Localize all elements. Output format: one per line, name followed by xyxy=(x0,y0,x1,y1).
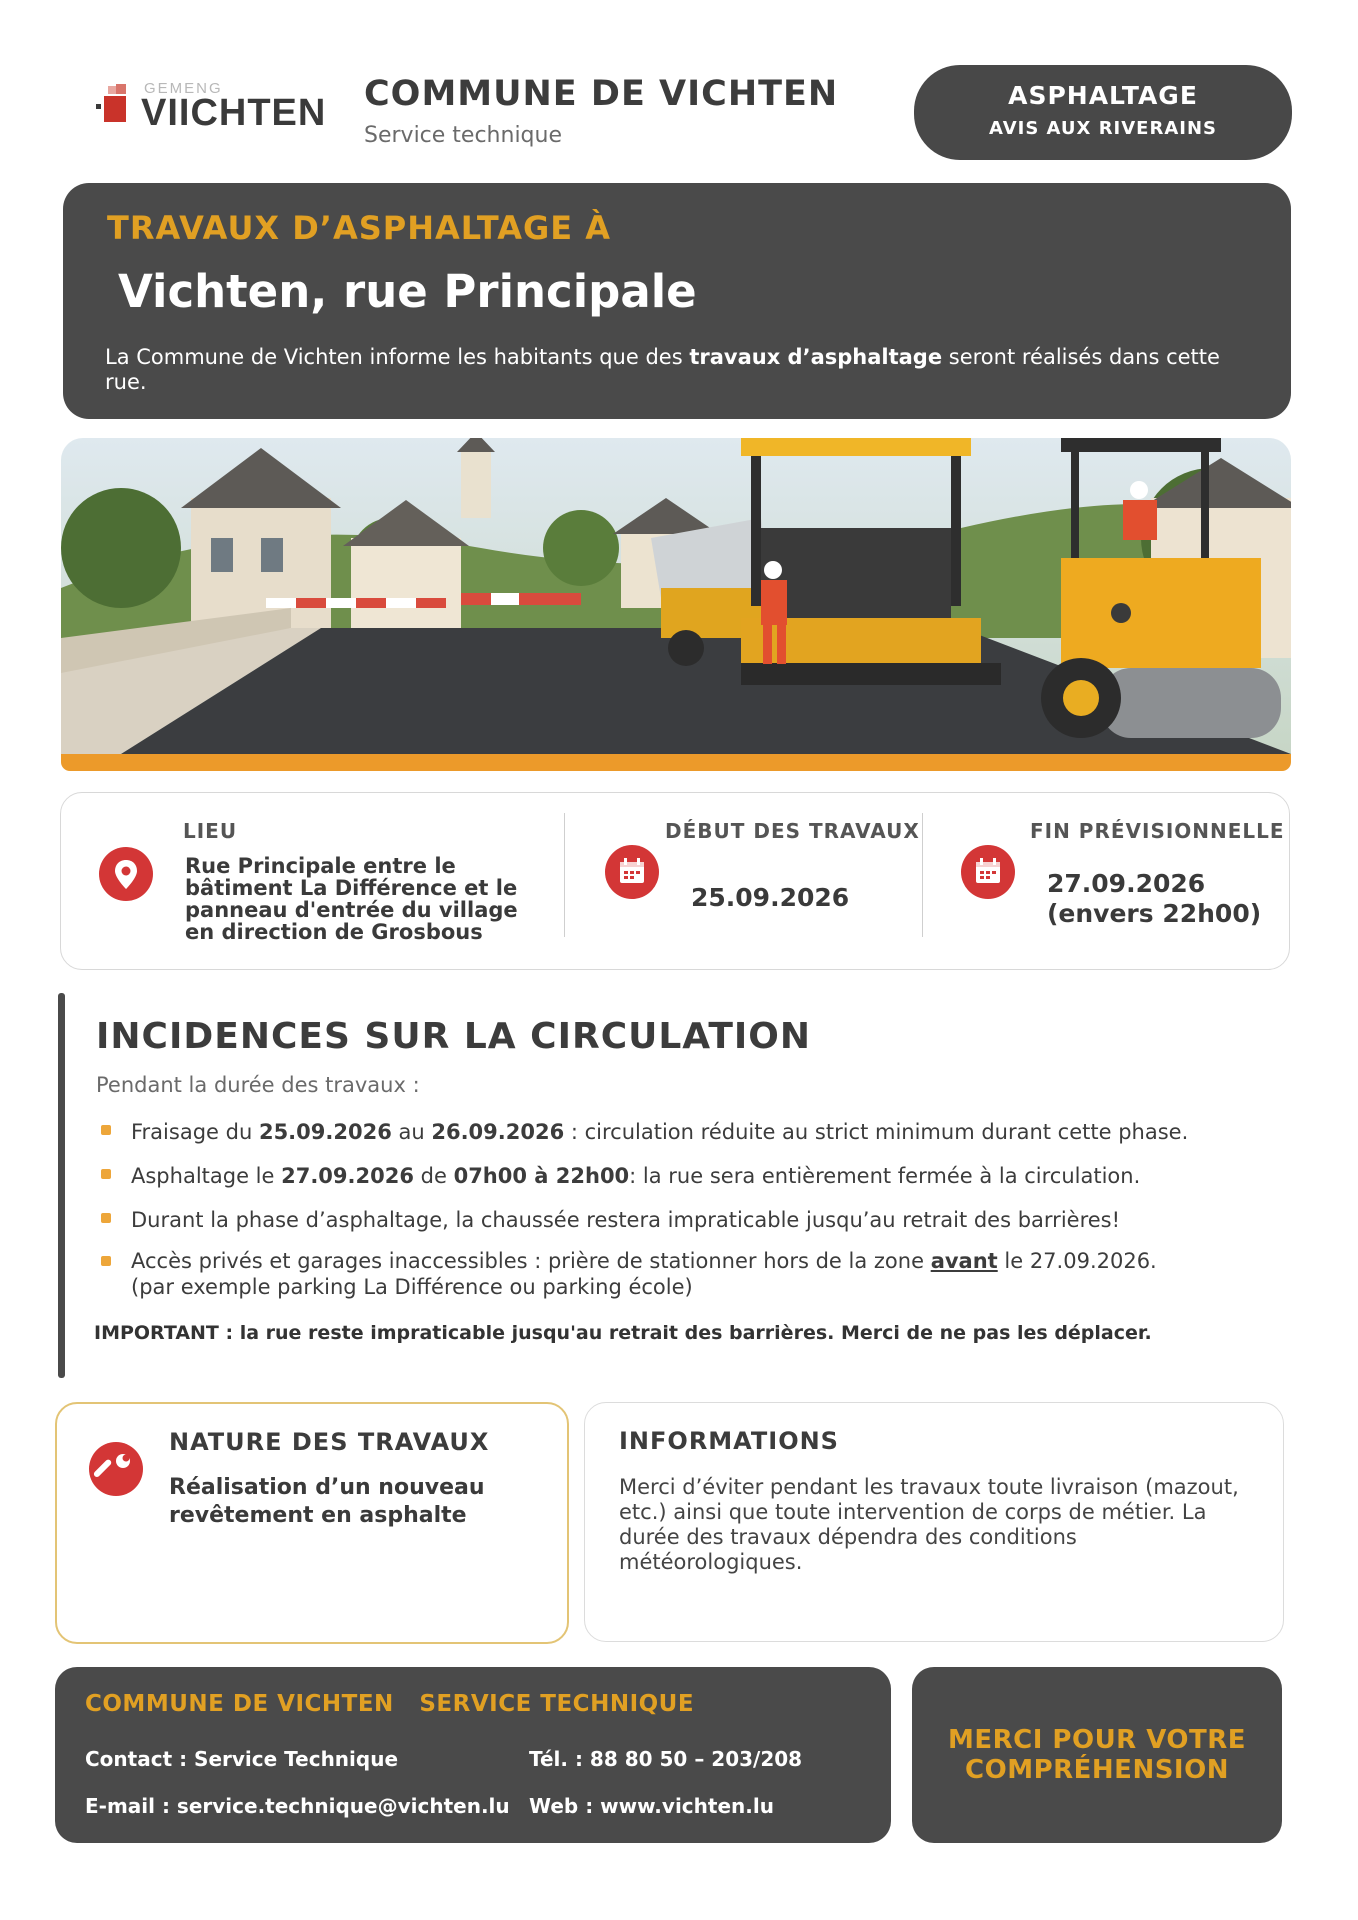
time-range: 07h00 à 22h00 xyxy=(453,1164,630,1188)
text-part: le 27.09.2026. xyxy=(997,1249,1157,1273)
important-notice: IMPORTANT : la rue reste impraticable jusqu'au retrait des barrières. Merci de ne pas les déplacer. xyxy=(94,1322,1152,1344)
incidences-title: INCIDENCES SUR LA CIRCULATION xyxy=(96,1016,812,1057)
hero-intro-bold: travaux d’asphaltage xyxy=(689,345,943,369)
text-part: : circulation réduite au strict minimum durant cette phase. xyxy=(564,1120,1189,1144)
logo-square-medium xyxy=(116,84,126,94)
fin-date-line: 27.09.2026 xyxy=(1047,869,1206,898)
text-part: Fraisage du xyxy=(131,1120,259,1144)
parking-hint: (par exemple parking La Différence ou parking école) xyxy=(131,1275,693,1299)
hero-banner xyxy=(63,183,1291,419)
bullet-icon xyxy=(101,1213,111,1223)
section-accent-bar xyxy=(58,993,65,1378)
incidence-item-asphaltage xyxy=(131,1163,1140,1189)
commune-logo xyxy=(94,80,334,140)
logo-square-red xyxy=(104,96,126,122)
date: 27.09.2026 xyxy=(281,1164,414,1188)
calendar-end-icon xyxy=(961,845,1015,899)
nature-line: Réalisation d’un nouveau xyxy=(169,1475,485,1500)
nature-card xyxy=(55,1402,569,1644)
lieu-line: bâtiment La Différence et le xyxy=(185,876,518,900)
hero-kicker: TRAVAUX D’ASPHALTAGE À xyxy=(107,209,611,247)
text-part: de xyxy=(413,1164,454,1188)
location-pin-icon xyxy=(99,847,153,901)
text-part: au xyxy=(391,1120,432,1144)
nature-title: NATURE DES TRAVAUX xyxy=(169,1428,490,1456)
incidences-subtitle: Pendant la durée des travaux : xyxy=(96,1073,420,1097)
informations-text: Merci d’éviter pendant les travaux toute livraison (mazout, etc.) ainsi que toute intervention de corps de métier. La durée des travaux dépendra des conditions météorologiques. xyxy=(619,1475,1239,1574)
fin-date xyxy=(1047,869,1261,929)
thanks-line: COMPRÉHENSION xyxy=(965,1755,1229,1785)
lieu-line: Rue Principale entre le xyxy=(185,854,456,878)
footer-heading-commune: COMMUNE DE VICHTEN xyxy=(85,1691,394,1717)
hero-intro xyxy=(105,345,1251,395)
nature-text xyxy=(169,1474,529,1530)
footer-contact: Contact : Service Technique xyxy=(85,1747,399,1771)
date-to: 26.09.2026 xyxy=(431,1120,565,1144)
hero-intro-start: La Commune de Vichten informe les habitants que des xyxy=(105,345,690,369)
incidence-item-acces xyxy=(131,1248,1157,1300)
logo-text-gemeng: GEMENG xyxy=(144,80,223,97)
thanks-panel xyxy=(912,1667,1282,1843)
lieu-line: panneau d'entrée du village xyxy=(185,898,518,922)
text-part: Asphaltage le xyxy=(131,1164,282,1188)
roadworks-illustration xyxy=(61,438,1291,754)
contact-footer xyxy=(55,1667,891,1843)
bullet-icon xyxy=(101,1169,111,1179)
commune-title: COMMUNE DE VICHTEN xyxy=(364,74,839,114)
roadworks-scene xyxy=(61,438,1291,754)
informations-card xyxy=(584,1402,1284,1642)
lieu-label: LIEU xyxy=(183,819,238,843)
hero-intro-end: seront réalisés dans cette rue. xyxy=(105,345,1220,394)
asphaltage-badge xyxy=(914,65,1292,160)
footer-phone[interactable]: Tél. : 88 80 50 – 203/208 xyxy=(529,1747,803,1771)
lieu-value xyxy=(185,855,518,943)
underlined-word: avant xyxy=(930,1249,998,1273)
debut-date: 25.09.2026 xyxy=(691,883,850,912)
column-divider xyxy=(564,813,565,937)
fin-time-line: (envers 22h00) xyxy=(1047,899,1262,928)
logo-text-vichten: VIICHTEN xyxy=(141,92,327,134)
service-subtitle: Service technique xyxy=(364,123,562,148)
column-divider xyxy=(922,813,923,937)
footer-heading xyxy=(85,1691,694,1717)
bullet-icon xyxy=(101,1125,111,1135)
badge-subtitle: AVIS AUX RIVERAINS xyxy=(988,118,1217,139)
informations-title: INFORMATIONS xyxy=(619,1427,839,1455)
lieu-line: en direction de Grosbous xyxy=(185,920,483,944)
footer-heading-service: SERVICE TECHNIQUE xyxy=(419,1691,695,1717)
footer-email[interactable]: E-mail : service.technique@vichten.lu xyxy=(85,1794,510,1818)
calendar-start-icon xyxy=(605,845,659,899)
incidence-item-chaussee: Durant la phase d’asphaltage, la chaussée restera impraticable jusqu’au retrait des barrières! xyxy=(131,1208,1121,1232)
badge-title: ASPHALTAGE xyxy=(1008,81,1198,110)
footer-website[interactable]: Web : www.vichten.lu xyxy=(529,1794,774,1818)
text-part: : la rue sera entièrement fermée à la circulation. xyxy=(629,1164,1141,1188)
text-part: Accès privés et garages inaccessibles : prière de stationner hors de la zone xyxy=(131,1249,931,1273)
nature-line: revêtement en asphalte xyxy=(169,1503,467,1528)
hero-title: Vichten, rue Principale xyxy=(118,265,697,318)
thanks-text xyxy=(922,1725,1272,1785)
date-from: 25.09.2026 xyxy=(258,1120,392,1144)
orange-divider xyxy=(61,754,1291,771)
bullet-icon xyxy=(101,1256,111,1266)
wrench-icon xyxy=(89,1442,143,1496)
logo-square-small xyxy=(108,86,116,94)
logo-dot xyxy=(96,104,101,109)
fin-label: FIN PRÉVISIONNELLE xyxy=(1030,819,1285,843)
thanks-line: MERCI POUR VOTRE xyxy=(947,1725,1247,1755)
incidence-item-fraisage xyxy=(131,1119,1188,1145)
debut-label: DÉBUT DES TRAVAUX xyxy=(665,819,920,843)
dates-info-box xyxy=(60,792,1290,970)
